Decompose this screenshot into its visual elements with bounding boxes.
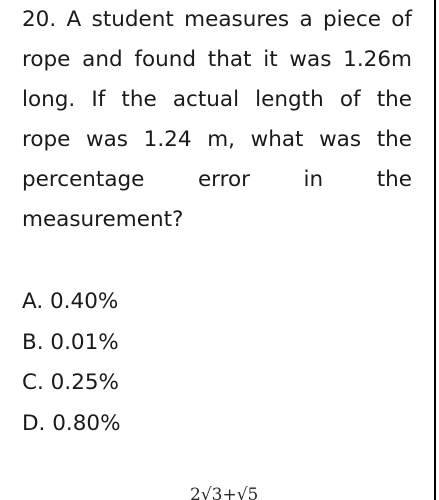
option-c[interactable]: C. 0.25% xyxy=(22,370,119,395)
option-d[interactable]: D. 0.80% xyxy=(22,410,121,436)
formula-text: 2√3+√5 xyxy=(190,486,259,500)
question-line: percentage error in the xyxy=(22,167,412,192)
next-question-fragment xyxy=(190,486,258,500)
question-line: rope was 1.24 m, what was the xyxy=(22,127,412,152)
question-text xyxy=(22,0,412,240)
option-a[interactable]: A. 0.40% xyxy=(22,289,119,314)
question-line: 20. A student measures a piece of xyxy=(22,7,412,32)
answer-options xyxy=(22,282,121,444)
option-b[interactable]: B. 0.01% xyxy=(22,329,119,355)
page-edge-rule xyxy=(434,0,436,500)
question-line: long. If the actual length of the xyxy=(22,87,412,112)
question-line: rope and found that it was 1.26m xyxy=(22,47,412,72)
question-line: measurement? xyxy=(22,207,184,232)
